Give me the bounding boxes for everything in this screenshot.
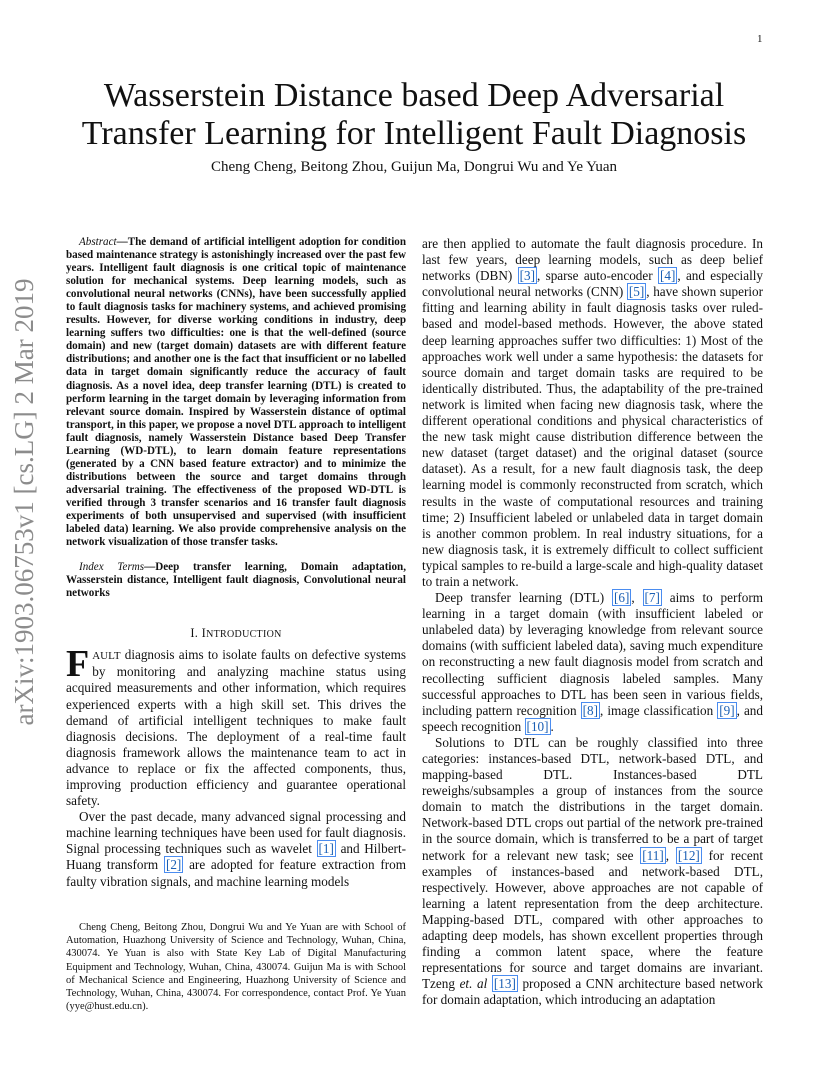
abstract-label: Abstract bbox=[79, 236, 117, 248]
citation-link[interactable]: [2] bbox=[165, 857, 182, 873]
text-span: , sparse auto-encoder bbox=[536, 268, 658, 284]
section-heading bbox=[66, 626, 406, 641]
section-first-letter: I bbox=[201, 626, 207, 641]
right-column bbox=[422, 236, 763, 1009]
section-numeral: I. bbox=[190, 626, 199, 641]
citation-link[interactable]: [13] bbox=[493, 976, 516, 992]
text-span: Over the past decade, many advanced signal processing and machine learning techniques have been used for fault diagnosis. Signal processing techniques such as wavelet bbox=[66, 809, 406, 857]
text-span: are adopted for feature extraction from faulty vibration signals, and machine learning models bbox=[66, 857, 406, 889]
text-span: and Hilbert-Huang transform bbox=[66, 841, 406, 873]
citation-link[interactable]: [11] bbox=[642, 847, 664, 863]
index-terms bbox=[66, 561, 406, 600]
abstract bbox=[66, 236, 406, 549]
citation-link[interactable]: [10] bbox=[526, 718, 549, 734]
drop-cap: F bbox=[66, 643, 90, 686]
paper-title: Wasserstein Distance based Deep Adversarial Transfer Learning for Intelligent Fault Diagnosis bbox=[81, 77, 747, 152]
left-column bbox=[66, 236, 406, 890]
citation-link[interactable]: [8] bbox=[582, 702, 598, 718]
author-footnote: Cheng Cheng, Beitong Zhou, Dongrui Wu and Ye Yuan are with School of Automation, Huazhong University of Science and Technology, Wuhan, China, 430074. Ye Yuan is also with State Key Lab of Digital Manufacturing Equipment and Technology, Wuhan, China, 430074. Guijun Ma is with School of Mechanical Science and Engineering, Huazhong University of Science and Technology, Wuhan, China, 430074. For correspondence, contact Prof. Ye Yuan (yye@hust.edu.cn). bbox=[66, 922, 406, 1013]
citation-link[interactable]: [6] bbox=[614, 590, 630, 606]
text-span: aims to perform learning in a target domain (with insufficient labeled or unlabeled data) by leveraging knowledge from relevant source domains (with sufficient labeled data), saving much expenditure on reconstructing a new fault diagnosis model from scratch and recollecting sufficient diagnosis labeled samples. Many successful approaches to DTL has been seen in various fields, including pattern recognition bbox=[422, 590, 763, 718]
section-rest: NTRODUCTION bbox=[206, 629, 282, 641]
citation-link[interactable]: [12] bbox=[677, 847, 700, 863]
citation-link[interactable]: [5] bbox=[628, 284, 645, 300]
intro-paragraph-2 bbox=[66, 809, 406, 889]
text-span: for recent examples of instances-based and network-based DTL, respectively. However, above approaches are not capable of learning a latent representation from the deep architecture. Mapping-based DTL, compared with other approaches to adapting deep models, has shown excellent properties through finding a common latent space, where the feature representations for source and target domains are invariant. Tzeng bbox=[422, 847, 763, 992]
text-span: . bbox=[550, 718, 554, 734]
right-paragraph-3 bbox=[422, 735, 763, 1009]
citation-link[interactable]: [4] bbox=[659, 268, 676, 284]
text-span: , image classification bbox=[600, 702, 718, 718]
text-span: , have shown superior fitting and learning ability in fault diagnosis tasks over ruled-based and model-based methods. However, the above stated deep learning approaches suffer two difficulties: 1) Most of the approaches work well under a same hypothesis: the datasets for source domain and target domain tasks are required to be identically distributed. Thus, the adaptability of the pre-trained network is limited when facing new diagnosis task, where the different operational conditions and physical characteristics of the new task might cause distribution difference between the new dataset (target dataset) and the original dataset (source dataset). As a result, for a new fault diagnosis task, the deep learning model is commonly reconstructed from scratch, which results in the waste of computational resources and training time; 2) Insufficient labeled or unlabeled data in target domain is another common problem. In real industry situations, for a new diagnosis task, it is extremely difficult to collect sufficient typical samples to re-build a large-scale and high-quality dataset to train a network. bbox=[422, 284, 763, 589]
page-number: 1 bbox=[757, 33, 763, 45]
citation-link[interactable]: [3] bbox=[519, 268, 535, 284]
text-span: , and speech recognition bbox=[422, 702, 763, 734]
text-span: proposed a CNN architecture based network for domain adaptation, which introducing an adaptation bbox=[422, 976, 763, 1008]
text-span: , bbox=[631, 590, 643, 606]
text-span: are then applied to automate the fault diagnosis procedure. In last few years, deep learning models, such as deep belief networks (DBN) bbox=[422, 236, 763, 284]
index-terms-text: —Deep transfer learning, Domain adaptation, Wasserstein distance, Intelligent fault diagnosis, Convolutional neural networks bbox=[66, 561, 406, 600]
arxiv-identifier[interactable]: arXiv:1903.06753v1 [cs.LG] 2 Mar 2019 bbox=[9, 278, 39, 726]
text-span: , bbox=[665, 847, 676, 863]
index-terms-label: Index Terms bbox=[79, 561, 145, 574]
et-al: et. al bbox=[459, 976, 488, 992]
abstract-text: —The demand of artificial intelligent adoption for condition based maintenance strategy is astonishingly increased over the past few years. Intelligent fault diagnosis is one critical topic of maintenance solution for mechanical systems. Deep learning models, such as convolutional neural networks (CNNs), have been successfully applied to fault diagnosis tasks for machinery systems, and achieved promising results. However, for diverse working conditions in industry, deep learning suffers two difficulties: one is that the well-defined (source domain) and new (target domain) datasets are with different feature distributions; and another one is the fact that insufficient or no labelled data in target domain significantly reduce the accuracy of fault diagnosis. As a novel idea, deep transfer learning (DTL) is created to perform learning in the target domain by leveraging information from relevant source domain. Inspired by Wasserstein distance of optimal transport, in this paper, we propose a novel DTL approach to intelligent fault diagnosis, namely Wasserstein Distance based Deep Transfer Learning (WD-DTL), to learn domain feature representations (generated by a CNN based feature extractor) and to minimize the distributions between the source and target domains through adversarial training. The effectiveness of the proposed WD-DTL is verified through 3 transfer scenarios and 16 transfer fault diagnosis experiments of both unsupervised and supervised (with insufficient labeled data) learning. We also provide comprehensive analysis on the network visualization of those transfer tasks. bbox=[66, 236, 406, 549]
text-span: Solutions to DTL can be roughly classified into three categories: instances-based DTL, network-based DTL, and mapping-based DTL. Instances-based DTL reweighs/subsamples a group of instances from the source domain to match the distributions in the target domain. Network-based DTL crops out partial of the network pre-trained in the source domain, which is transferred to be a part of target network for a relevant new task; see bbox=[422, 734, 763, 863]
lead-word: AULT bbox=[92, 650, 121, 663]
right-paragraph-1 bbox=[422, 236, 763, 590]
citation-link[interactable]: [1] bbox=[318, 841, 334, 857]
intro-paragraph-1 bbox=[66, 643, 406, 809]
text-span: , and especially convolutional neural networks (CNN) bbox=[422, 268, 763, 300]
citation-link[interactable]: [7] bbox=[644, 590, 660, 606]
intro-text-1: diagnosis aims to isolate faults on defective systems by monitoring and analyzing machine status using acquired measurements and other information, which requires experienced experts with a high skill set. This drives the demand of artificial intelligent techniques to make fault diagnosis decisions. The deployment of a real-time fault diagnosis framework allows the maintenance team to act in advance to replace or fix the affected components, thus, improving production efficiency and guarantee operational safety. bbox=[66, 647, 406, 809]
text-span: Deep transfer learning (DTL) bbox=[435, 590, 612, 606]
author-list: Cheng Cheng, Beitong Zhou, Guijun Ma, Dongrui Wu and Ye Yuan bbox=[210, 159, 618, 175]
right-paragraph-2 bbox=[422, 590, 763, 735]
citation-link[interactable]: [9] bbox=[719, 702, 735, 718]
